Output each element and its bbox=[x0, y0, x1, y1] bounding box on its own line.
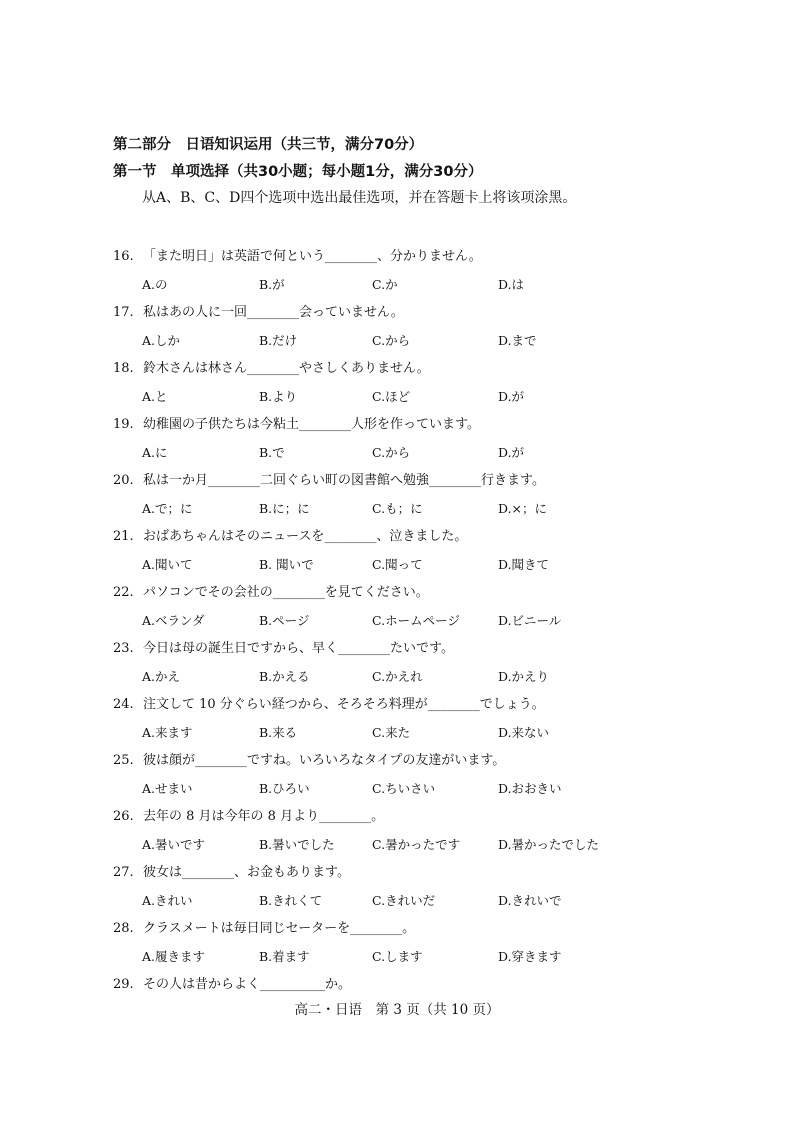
question-text: 鈴木さんは林さん________やさしくありません。 bbox=[143, 361, 430, 376]
answer-option: B.着ます bbox=[259, 949, 310, 964]
answer-option: D.まで bbox=[498, 333, 537, 348]
question-stem bbox=[113, 920, 415, 938]
answer-option: A.しか bbox=[142, 333, 181, 348]
question-number: 17. bbox=[113, 305, 134, 320]
question-text: 「また明日」は英語で何という________、分かりません。 bbox=[143, 249, 482, 264]
question-stem bbox=[113, 976, 351, 994]
question-text: 彼女は________、お金もあります。 bbox=[143, 865, 350, 880]
answer-option: D.ビニール bbox=[498, 613, 562, 628]
answer-option: B.に；に bbox=[259, 501, 310, 516]
question-stem bbox=[113, 640, 454, 658]
answer-option: A.に bbox=[142, 445, 168, 460]
answer-option: B.暑いでした bbox=[259, 837, 335, 852]
question-text: パソコンでその会社の________を見てください。 bbox=[143, 585, 429, 600]
answer-option: A.の bbox=[142, 277, 168, 292]
answer-option: A.聞いて bbox=[142, 557, 193, 572]
question-number: 21. bbox=[113, 529, 134, 544]
answer-option: A.暑いです bbox=[142, 837, 206, 852]
question-stem bbox=[113, 528, 467, 546]
answer-option: C.きれいだ bbox=[372, 893, 436, 908]
answer-option: D.が bbox=[498, 389, 525, 404]
answer-option: C.します bbox=[372, 949, 423, 964]
answer-option: B.で bbox=[259, 445, 285, 460]
answer-option: C.暑かったです bbox=[372, 837, 461, 852]
answer-option: A.で；に bbox=[142, 501, 193, 516]
answer-option: B.かえる bbox=[259, 669, 310, 684]
answer-option: A.かえ bbox=[142, 669, 181, 684]
answer-option: C.ちいさい bbox=[372, 781, 436, 796]
question-text: 私は一か月________二回ぐらい町の図書館へ勉強________行きます。 bbox=[143, 473, 545, 488]
answer-option: B.が bbox=[259, 277, 285, 292]
question-number: 29. bbox=[113, 977, 134, 992]
answer-option: D.かえり bbox=[498, 669, 550, 684]
answer-option: D.聞きて bbox=[498, 557, 550, 572]
answer-option: D.穿きます bbox=[498, 949, 562, 964]
question-stem bbox=[113, 696, 545, 714]
answer-option: D.は bbox=[498, 277, 525, 292]
question-number: 18. bbox=[113, 361, 134, 376]
answer-option: C.来た bbox=[372, 725, 411, 740]
question-text: 幼稚園の子供たちは今粘土________人形を作っています。 bbox=[143, 417, 480, 432]
answer-option: D.×；に bbox=[498, 501, 548, 516]
answer-option: C.から bbox=[372, 445, 411, 460]
question-text: おばあちゃんはそのニュースを________、泣きました。 bbox=[143, 529, 468, 544]
question-number: 22. bbox=[113, 585, 134, 600]
answer-option: C.聞って bbox=[372, 557, 423, 572]
question-number: 28. bbox=[113, 921, 134, 936]
question-text: 注文して 10 分ぐらい経つから、そろそろ料理が________でしょう。 bbox=[143, 697, 545, 712]
answer-option: D.来ない bbox=[498, 725, 550, 740]
question-stem bbox=[113, 584, 429, 602]
answer-option: A.せまい bbox=[142, 781, 193, 796]
answer-option: C.も；に bbox=[372, 501, 423, 516]
question-number: 16. bbox=[113, 249, 134, 264]
question-number: 25. bbox=[113, 753, 134, 768]
question-text: 今日は母の誕生日ですから、早く________たいです。 bbox=[143, 641, 454, 656]
question-stem bbox=[113, 864, 350, 882]
answer-option: B.きれくて bbox=[259, 893, 323, 908]
answer-option: B.より bbox=[259, 389, 298, 404]
question-stem bbox=[113, 416, 480, 434]
answer-option: D.おおきい bbox=[498, 781, 562, 796]
question-text: その人は昔からよく__________か。 bbox=[143, 977, 352, 992]
question-stem bbox=[113, 808, 384, 826]
question-number: 19. bbox=[113, 417, 134, 432]
answer-option: A.来ます bbox=[142, 725, 193, 740]
question-text: 私はあの人に一回________会っていません。 bbox=[143, 305, 404, 320]
answer-option: A.きれい bbox=[142, 893, 193, 908]
question-text: 去年の 8 月は今年の 8 月より________。 bbox=[143, 809, 385, 824]
question-number: 26. bbox=[113, 809, 134, 824]
question-text: 彼は顔が________ですね。いろいろなタイプの友達がいます。 bbox=[143, 753, 506, 768]
question-number: 27. bbox=[113, 865, 134, 880]
answer-option: C.かえれ bbox=[372, 669, 423, 684]
answer-option: C.ほど bbox=[372, 389, 411, 404]
question-text: クラスメートは毎日同じセーターを________。 bbox=[143, 921, 416, 936]
answer-option: C.か bbox=[372, 277, 398, 292]
answer-option: A.履きます bbox=[142, 949, 206, 964]
answer-option: B.ページ bbox=[259, 613, 310, 628]
question-number: 24. bbox=[113, 697, 134, 712]
answer-option: A.と bbox=[142, 389, 168, 404]
page-footer: 高二・日语 第 3 页（共 10 页） bbox=[294, 1002, 500, 1018]
answer-option: C.ホームページ bbox=[372, 613, 460, 628]
part-title: 第二部分 日语知识运用（共三节，满分70分） bbox=[113, 137, 424, 153]
question-number: 23. bbox=[113, 641, 134, 656]
answer-option: B.ひろい bbox=[259, 781, 310, 796]
answer-option: C.から bbox=[372, 333, 411, 348]
question-stem bbox=[113, 752, 505, 770]
answer-option: A.ベランダ bbox=[142, 613, 205, 628]
instruction-text: 从A、B、C、D四个选项中选出最佳选项，并在答题卡上将该项涂黑。 bbox=[142, 190, 577, 206]
question-stem bbox=[113, 472, 545, 490]
question-number: 20. bbox=[113, 473, 134, 488]
answer-option: B. 聞いで bbox=[259, 557, 314, 572]
question-stem bbox=[113, 304, 404, 322]
answer-option: D.が bbox=[498, 445, 525, 460]
section-title: 第一节 单项选择（共30小题；每小题1分，满分30分） bbox=[113, 164, 483, 180]
question-stem bbox=[113, 360, 430, 378]
question-stem bbox=[113, 248, 482, 266]
answer-option: B.だけ bbox=[259, 333, 298, 348]
answer-option: D.きれいで bbox=[498, 893, 562, 908]
answer-option: D.暑かったでした bbox=[498, 837, 600, 852]
answer-option: B.来る bbox=[259, 725, 298, 740]
